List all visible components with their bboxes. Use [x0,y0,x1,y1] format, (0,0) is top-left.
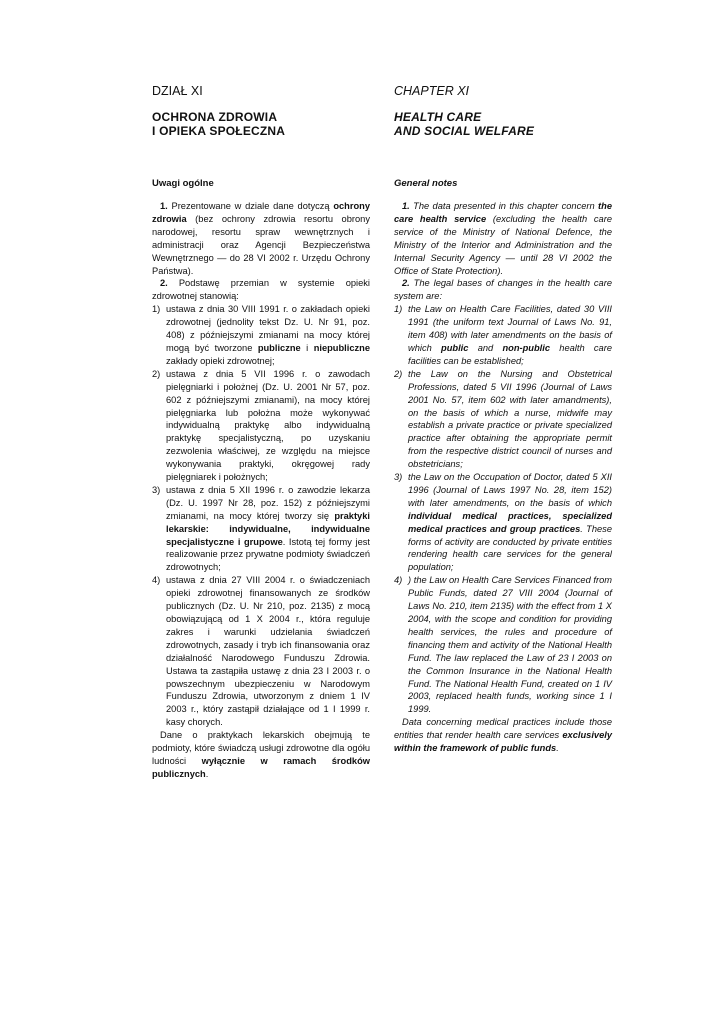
list-item [394,303,612,368]
emphasis: non-public [502,342,551,353]
text: ustawa z dnia 27 VIII 2004 r. o świadczeniach opieki zdrowotnej finansowanych ze środków publicznych (Dz. U. Nr 210, poz. 2135) z mocą obowiązującą od 1 X 2004 r., która reguluje zakres i warunki udzielania świadczeń zdrowotnych, zasady i tryb ich finansowania oraz działalność Narodowego Funduszu Zdrowia. Ustawa ta zastąpiła ustawę z dnia 23 I 2003 r. o powszechnym ubezpieczeniu w Narodowym Funduszu Zdrowia, utworzonym z dniem 1 IV 2003 r., który zastąpił działające od 1 I 1999 r. kasy chorych. [166,575,370,728]
legal-bases-list-pl [152,303,370,729]
paragraph-number: 2. [160,278,168,289]
list-number: 3) [394,472,403,483]
paragraph-1-pl [152,200,370,277]
list-item [394,574,612,716]
text: Data concerning medical practices include those entities that render health care services [394,717,612,741]
text: Dane o praktykach lekarskich obejmują te podmioty, które świadczą usługi zdrowotne dla ogółu ludności [152,730,370,766]
text: ustawa z dnia 5 XII 1996 r. o zawodzie lekarza (Dz. U. 1997 Nr 28, poz. 152) z późniejszymi zmianami, na mocy której tworzy się [166,484,370,521]
chapter-title-pl-line2: I OPIEKA SPOŁECZNA [152,124,286,138]
subheading-en: General notes [394,178,458,189]
paragraph-number: 1. [160,201,168,211]
english-column [394,84,612,754]
list-item [152,484,370,574]
list-item [152,574,370,729]
list-item [394,368,612,471]
text: i [300,342,314,353]
emphasis: exclusively within the framework of public funds [394,730,612,754]
text: . Istotą tej formy jest realizowanie przez prywatne podmioty świadczeń zdrowotnych; [166,536,371,573]
text: and [468,342,503,353]
text: Podstawę przemian w systemie opieki zdrowotnej stanowią: [152,278,370,302]
paragraph-2-en [394,277,612,303]
list-item [152,303,370,368]
text: zakłady opieki zdrowotnej; [166,355,275,366]
emphasis: niepubliczne [313,342,370,353]
text: The data presented in this chapter concern [409,201,599,211]
text: (excluding the health care service of the Ministry of National Defence, the Ministry of the Interior and Administration and the Internal Security Agency — until 28 VI 2002 the Office of State Protection). [394,213,612,276]
list-number: 3) [152,484,161,495]
text: the Law on the Nursing and Obstetrical Professions, dated 5 VII 1996 (Journal of Laws 2001 No. 57, item 602 with later amandments), on the basis of which a nurse, midwife may establish a private practice or private specialized practice after obtaining the appropriate permit from the respective district council of nurses and obstetricians; [408,368,612,470]
text: ) the Law on Health Care Services Financed from Public Funds, dated 27 VIII 2004 (Journal of Laws No. 210, item 2135) with the effect from 1 X 2004, with the scope and condition for providing health services, the rules and procedure of financing them and activity of the National Health Fund. The law replaced the Law of 23 I 2003 on the Common Insurance in the National Health Fund. The National Health Fund, created on 1 IV 2003, replaced health funds, working since 1 I 1999. [408,575,612,715]
text: ustawa z dnia 30 VIII 1991 r. o zakładach opieki zdrowotnej (jednolity tekst Dz. U. Nr 91, poz. 408) z późniejszymi zmianami na mocy której mogą być tworzone [166,304,370,353]
text: . These forms of activity are conducted by private entities rendering health care services for the general population; [408,523,612,573]
list-number: 2) [394,368,403,379]
polish-column [152,84,371,779]
emphasis: wyłącznie w ramach środków publicznych [152,755,370,779]
text: . [205,768,209,779]
list-number: 1) [394,304,403,315]
body-en [394,200,612,755]
list-item [394,471,612,574]
list-item [152,368,370,484]
emphasis: praktyki lekarskie: indywidualne, indywidualne specjalistyczne i grupowe [166,510,370,547]
chapter-title-en-line2: AND SOCIAL WELFARE [394,124,535,138]
paragraph-2-pl [152,277,370,303]
paragraph-1-en [394,200,612,277]
chapter-title-en-line1: HEALTH CARE [394,110,482,124]
paragraph-number: 1. [402,201,410,211]
body-pl [152,200,370,781]
text: (bez ochrony zdrowia resortu obrony narodowej, resortu spraw wewnętrznych i administracji oraz Agencji Bezpieczeństwa Wewnętrznego — do 28 VI 2002 r. Urzędu Ochrony Państwa). [152,213,370,276]
paragraph-3-en [394,716,612,755]
emphasis: individual medical practices, specialized medical practices and group practices [408,510,612,534]
list-number: 2) [152,368,161,379]
text: health care facilities can be established; [408,342,612,366]
chapter-title-en [394,110,612,138]
paragraph-number: 2. [402,278,410,289]
emphasis: the care health service [394,201,612,224]
emphasis: ochrony zdrowia [152,201,370,224]
legal-bases-list-en [394,303,612,716]
list-number: 4) [152,575,161,586]
text: ustawa z dnia 5 VII 1996 r. o zawodach pielęgniarki i położnej (Dz. U. 2001 Nr 57, poz. 602 z późniejszymi zmianami), na mocy której pielęgniarka lub położna może wykonywać indywidualną praktykę albo indywidualną praktykę specjalistyczną, po uzyskaniu zezwolenia właściwej, ze względu na miejsce wykonywania praktyki, okręgowej rady pielęgniarek i położnych; [166,368,370,483]
chapter-label-en: CHAPTER XI [394,84,470,98]
chapter-title-pl-line1: OCHRONA ZDROWIA [152,110,278,124]
chapter-title-pl [152,110,370,138]
text: . [556,743,559,754]
text: The legal bases of changes in the health care system are: [394,278,612,302]
text: the Law on Health Care Facilities, dated 30 VIII 1991 (the uniform text Journal of Laws No. 91, item 408) with later amendments on the basis of which [408,304,612,353]
list-number: 1) [152,304,161,315]
text: the Law on the Occupation of Doctor, dated 5 XII 1996 (Journal of Laws 1997 No. 28, item 152) with later amendments, on the basis of which [408,472,612,508]
chapter-label-pl: DZIAŁ XI [152,84,203,98]
subheading-pl: Uwagi ogólne [152,178,214,189]
emphasis: public [441,342,469,353]
paragraph-3-pl [152,729,370,781]
list-number: 4) [394,575,403,586]
text: Prezentowane w dziale dane dotyczą [167,201,334,211]
emphasis: publiczne [257,342,301,353]
